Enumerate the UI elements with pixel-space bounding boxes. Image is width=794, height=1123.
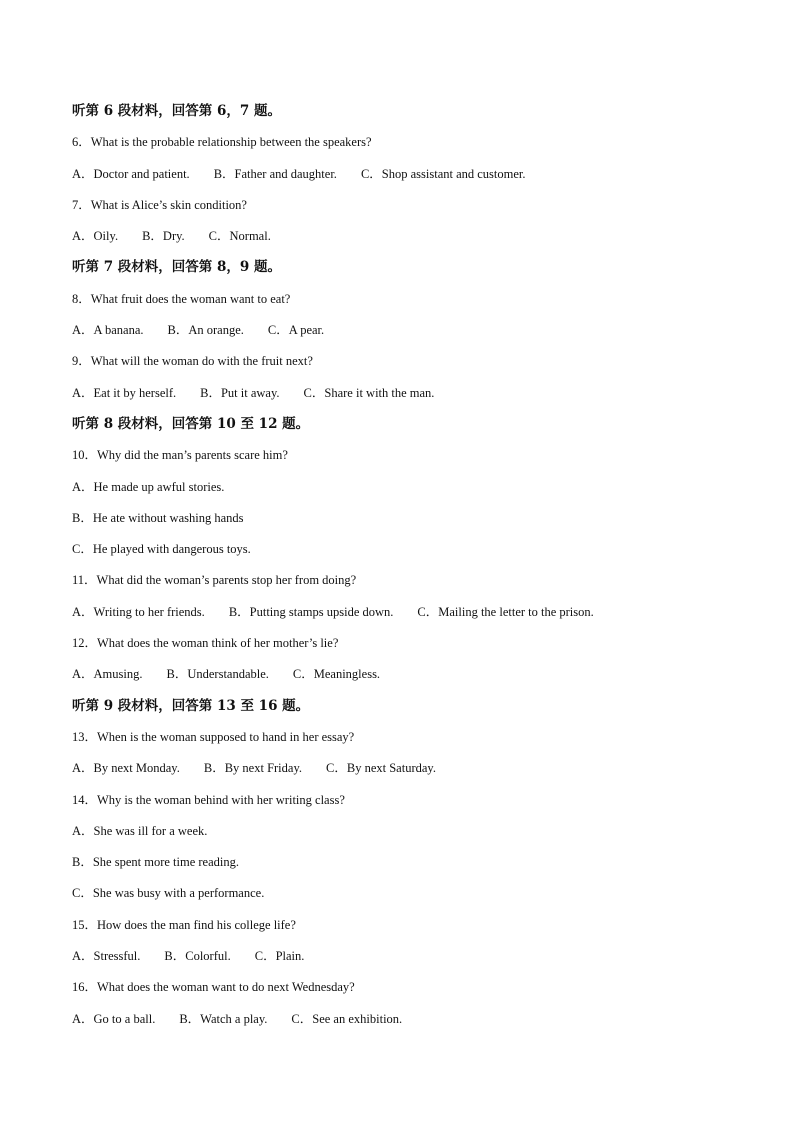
answer-option: C．Plain. xyxy=(254,949,305,964)
answer-option: B．Put it away. xyxy=(200,385,280,400)
answer-option: A．A banana. xyxy=(72,323,144,338)
question-text: 9．What will the woman do with the fruit next? xyxy=(72,354,313,369)
answer-options-row xyxy=(72,224,752,255)
answer-option: C．Share it with the man. xyxy=(303,385,435,400)
question-text: 7．What is Alice’s skin condition? xyxy=(72,197,247,212)
answer-option: C．Mailing the letter to the prison. xyxy=(417,604,594,619)
answer-option: C．By next Saturday. xyxy=(326,761,436,776)
answer-option: B．He ate without washing hands xyxy=(72,510,244,525)
answer-option: B．An orange. xyxy=(167,323,244,338)
answer-option: C．Meaningless. xyxy=(292,667,381,682)
answer-option: B．Understandable. xyxy=(166,667,269,682)
section-heading: 听第 9 段材料，回答第 13 至 16 题。 xyxy=(72,697,310,714)
question-text: 15．How does the man find his college life? xyxy=(72,917,296,932)
answer-option: B．By next Friday. xyxy=(203,761,303,776)
answer-option: B．Colorful. xyxy=(164,949,231,964)
question-text: 13．When is the woman supposed to hand in her essay? xyxy=(72,729,355,744)
answer-option: A．He made up awful stories. xyxy=(72,479,225,494)
question-text: 10．Why did the man’s parents scare him? xyxy=(72,448,288,463)
answer-options-row xyxy=(72,381,752,412)
answer-option: A．Stressful. xyxy=(72,949,141,964)
answer-options-row xyxy=(72,756,752,787)
answer-option: C．Normal. xyxy=(208,229,271,244)
section-heading: 听第 6 段材料，回答第 6，7 题。 xyxy=(72,103,281,119)
answer-option: A．Writing to her friends. xyxy=(72,604,205,619)
answer-option: C．A pear. xyxy=(267,323,325,338)
answer-option: A．Amusing. xyxy=(72,667,143,682)
answer-option: B．Watch a play. xyxy=(179,1011,268,1026)
answer-option: B．Putting stamps upside down. xyxy=(228,604,394,619)
answer-option: C．Shop assistant and customer. xyxy=(360,166,526,181)
answer-option: A．Doctor and patient. xyxy=(72,166,190,181)
question-text: 12．What does the woman think of her mother’s lie? xyxy=(72,636,339,651)
answer-option: A．Go to a ball. xyxy=(72,1011,156,1026)
answer-options-row xyxy=(72,318,752,349)
answer-option: C．See an exhibition. xyxy=(291,1011,403,1026)
answer-options-row xyxy=(72,600,752,631)
answer-option: C．She was busy with a performance. xyxy=(72,886,265,901)
question-text: 11．What did the woman’s parents stop her from doing? xyxy=(72,573,357,588)
answer-option: A．She was ill for a week. xyxy=(72,823,208,838)
question-text: 14．Why is the woman behind with her writing class? xyxy=(72,792,345,807)
answer-option: B．She spent more time reading. xyxy=(72,855,239,870)
answer-options-row xyxy=(72,662,752,693)
answer-option: C．He played with dangerous toys. xyxy=(72,542,251,557)
answer-option: B．Father and daughter. xyxy=(213,166,337,181)
section-heading: 听第 8 段材料，回答第 10 至 12 题。 xyxy=(72,415,310,432)
answer-option: A．By next Monday. xyxy=(72,761,180,776)
question-text: 16．What does the woman want to do next Wednesday? xyxy=(72,980,355,995)
question-text: 6．What is the probable relationship between the speakers? xyxy=(72,135,372,150)
answer-option: A．Oily. xyxy=(72,229,119,244)
answer-option: A．Eat it by herself. xyxy=(72,385,177,400)
answer-options-row xyxy=(72,1007,752,1038)
section-heading: 听第 7 段材料，回答第 8，9 题。 xyxy=(72,259,281,276)
answer-option: B．Dry. xyxy=(142,229,185,244)
document-body xyxy=(72,99,752,1038)
question-text: 8．What fruit does the woman want to eat? xyxy=(72,291,291,306)
answer-options-row xyxy=(72,944,752,975)
answer-options-row xyxy=(72,162,752,193)
